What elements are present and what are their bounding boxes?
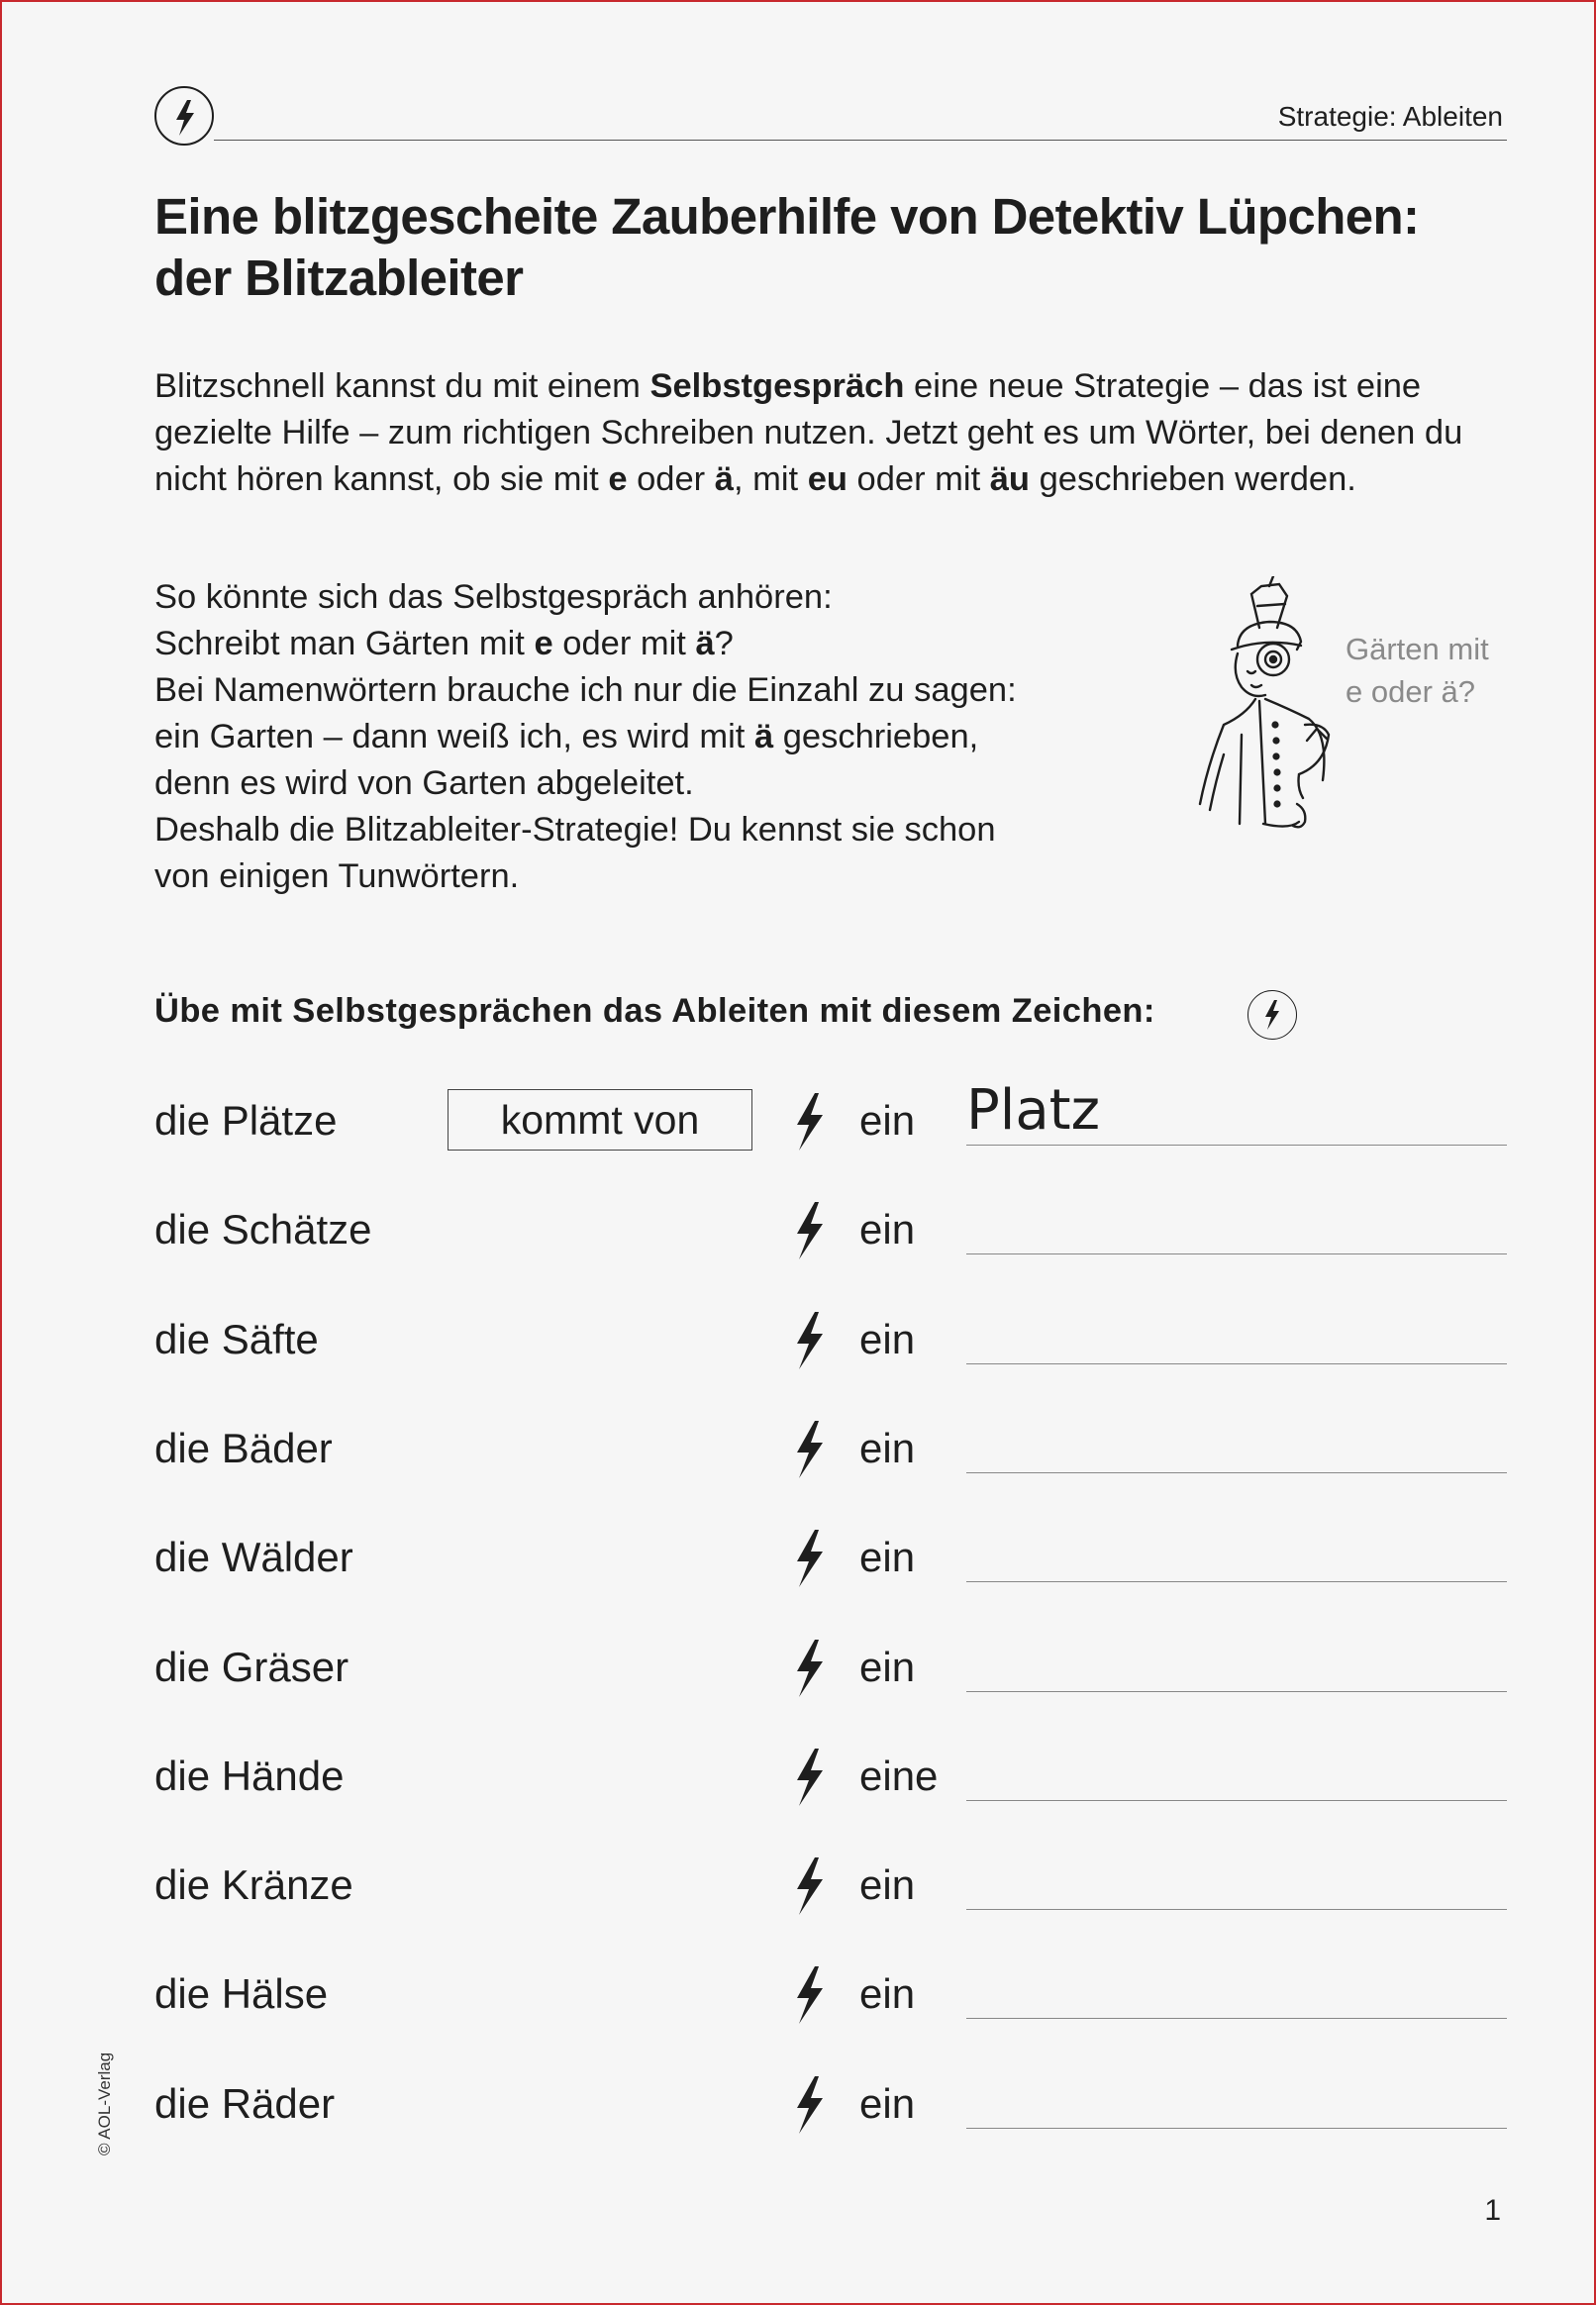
intro-bold-e: e (608, 460, 628, 498)
plural-word: die Kränze (154, 1861, 353, 1909)
answer-text[interactable]: Platz (966, 1078, 1100, 1143)
title-line-2: der Blitzableiter (154, 250, 524, 306)
answer-line[interactable] (966, 1472, 1507, 1473)
intro-bold-ae: ä (714, 460, 734, 498)
article-word: ein (859, 1970, 916, 2018)
example-line: So könnte sich das Selbstgespräch anhören: (154, 578, 833, 616)
lightning-bolt-icon (789, 1747, 829, 1813)
hint-box: kommt von (448, 1089, 752, 1151)
plural-word: die Bäder (154, 1424, 333, 1471)
intro-text: oder (627, 460, 715, 498)
copyright-note: © AOL-Verlag (95, 2052, 114, 2155)
lightning-badge-icon (154, 86, 214, 146)
answer-line[interactable] (966, 1145, 1507, 1146)
exercise-row (2, 1855, 1596, 1935)
exercise-row (2, 1078, 1596, 1170)
exercise-row (2, 1200, 1596, 1279)
example-line: Bei Namenwörtern brauche ich nur die Einzahl zu sagen: (154, 671, 1017, 709)
title-line-1: Eine blitzgescheite Zauberhilfe von Detektiv Lüpchen: (154, 188, 1420, 245)
speech-line-1: Gärten mit (1346, 632, 1489, 666)
intro-bold-selbstgespraech: Selbstgespräch (649, 367, 905, 405)
article-word: ein (859, 1206, 916, 1253)
instruction-text: Übe mit Selbstgesprächen das Ableiten mit diesem Zeichen: (154, 992, 1155, 1030)
example-line: Deshalb die Blitzableiter-Strategie! Du kennst sie schon (154, 811, 996, 849)
article-word: ein (859, 1534, 916, 1581)
plural-word: die Schätze (154, 1206, 372, 1253)
intro-paragraph (154, 363, 1511, 503)
article-word: ein (859, 1097, 916, 1144)
page-number: 1 (1484, 2194, 1501, 2227)
plural-word: die Säfte (154, 1315, 319, 1362)
lightning-bolt-icon (789, 1964, 829, 2031)
lightning-bolt-icon (789, 1419, 829, 1485)
article-word: ein (859, 1315, 916, 1362)
answer-line[interactable] (966, 2018, 1507, 2019)
lightning-bolt-icon (789, 1091, 829, 1157)
plural-word: die Wälder (154, 1534, 353, 1581)
intro-text: Blitzschnell kannst du mit einem (154, 367, 650, 405)
exercise-row (2, 1638, 1596, 1717)
answer-line[interactable] (966, 1253, 1507, 1254)
answer-line[interactable] (966, 1581, 1507, 1582)
answer-line[interactable] (966, 1691, 1507, 1692)
exercise-row (2, 1528, 1596, 1607)
intro-text: , mit (733, 460, 808, 498)
detective-illustration (1190, 576, 1388, 853)
example-line: von einigen Tunwörtern. (154, 857, 520, 895)
answer-line[interactable] (966, 1909, 1507, 1910)
speech-bubble (1346, 628, 1489, 713)
example-line: ein Garten – dann weiß ich, es wird mit ä geschrieben, (154, 718, 979, 755)
exercise-row (2, 1964, 1596, 2044)
answer-line[interactable] (966, 1363, 1507, 1364)
exercise-row (2, 1310, 1596, 1389)
answer-line[interactable] (966, 1800, 1507, 1801)
exercise-row (2, 1419, 1596, 1498)
speech-line-2: e oder ä? (1346, 674, 1475, 709)
answer-line[interactable] (966, 2128, 1507, 2129)
header-rule (214, 140, 1507, 141)
intro-bold-aeu: äu (989, 460, 1031, 498)
plural-word: die Räder (154, 2079, 336, 2127)
strategy-label: Strategie: Ableiten (1277, 101, 1503, 132)
article-word: ein (859, 1643, 916, 1690)
example-dialogue (154, 574, 1145, 900)
lightning-badge-icon (1247, 990, 1297, 1040)
example-line: denn es wird von Garten abgeleitet. (154, 764, 694, 802)
plural-word: die Gräser (154, 1643, 349, 1690)
page-title (154, 186, 1442, 309)
plural-word: die Hände (154, 1752, 345, 1799)
intro-text: eine neue Strategie – das ist eine gezielte Hilfe – zum richtigen Schreiben nutzen. Jetzt geht es um Wörter, bei denen du nicht hören kannst, ob sie mit (154, 367, 1463, 498)
lightning-bolt-icon (789, 2074, 829, 2141)
exercise-row (2, 2074, 1596, 2154)
lightning-bolt-icon (789, 1528, 829, 1594)
article-word: eine (859, 1752, 939, 1799)
article-word: ein (859, 1861, 916, 1909)
plural-word: die Plätze (154, 1097, 338, 1144)
example-line: Schreibt man Gärten mit e oder mit ä? (154, 625, 734, 662)
intro-text: geschrieben werden. (1030, 460, 1356, 498)
lightning-bolt-icon (789, 1310, 829, 1376)
lightning-bolt-icon (789, 1638, 829, 1704)
intro-bold-eu: eu (807, 460, 848, 498)
lightning-bolt-icon (789, 1855, 829, 1922)
intro-text: oder mit (847, 460, 990, 498)
article-word: ein (859, 2079, 916, 2127)
exercise-row (2, 1747, 1596, 1826)
plural-word: die Hälse (154, 1970, 329, 2018)
article-word: ein (859, 1424, 916, 1471)
lightning-bolt-icon (789, 1200, 829, 1266)
